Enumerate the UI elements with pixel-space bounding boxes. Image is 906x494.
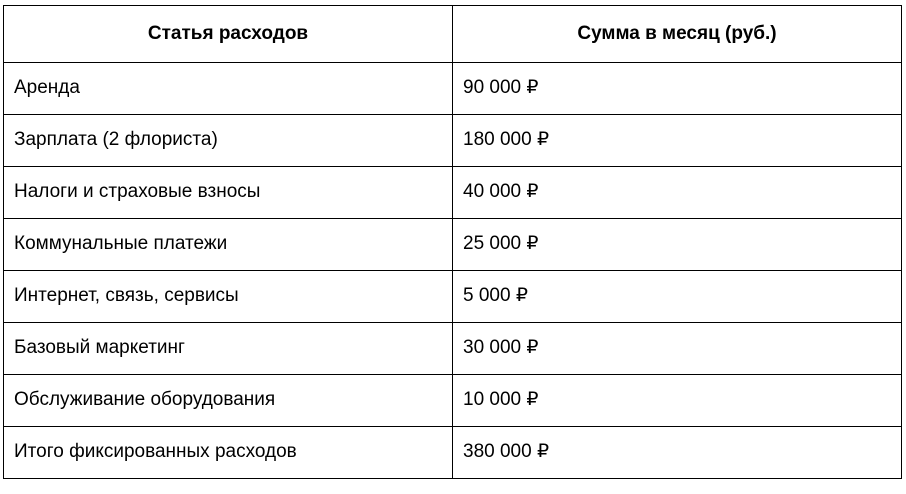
- table-row: [4, 271, 902, 323]
- table-row: [4, 167, 902, 219]
- expense-item-cell: Зарплата (2 флориста): [4, 115, 453, 167]
- expenses-table: [3, 5, 902, 479]
- table-body: [4, 63, 902, 479]
- table-row: [4, 375, 902, 427]
- expense-item-cell: Базовый маркетинг: [4, 323, 453, 375]
- amount-cell: 5 000 ₽: [453, 271, 902, 323]
- table-row: [4, 63, 902, 115]
- expense-item-cell: Налоги и страховые взносы: [4, 167, 453, 219]
- table-row: [4, 115, 902, 167]
- amount-cell: 40 000 ₽: [453, 167, 902, 219]
- expense-item-cell: Интернет, связь, сервисы: [4, 271, 453, 323]
- amount-cell: 25 000 ₽: [453, 219, 902, 271]
- total-amount-cell: 380 000 ₽: [453, 427, 902, 479]
- header-row: [4, 6, 902, 63]
- table-row: [4, 219, 902, 271]
- column-header-expense-item: Статья расходов: [4, 6, 453, 63]
- total-row: [4, 427, 902, 479]
- expense-item-cell: Обслуживание оборудования: [4, 375, 453, 427]
- expense-item-cell: Аренда: [4, 63, 453, 115]
- table-row: [4, 323, 902, 375]
- amount-cell: 180 000 ₽: [453, 115, 902, 167]
- column-header-monthly-amount: Сумма в месяц (руб.): [453, 6, 902, 63]
- table-header: [4, 6, 902, 63]
- amount-cell: 10 000 ₽: [453, 375, 902, 427]
- expense-item-cell: Коммунальные платежи: [4, 219, 453, 271]
- total-label-cell: Итого фиксированных расходов: [4, 427, 453, 479]
- amount-cell: 30 000 ₽: [453, 323, 902, 375]
- amount-cell: 90 000 ₽: [453, 63, 902, 115]
